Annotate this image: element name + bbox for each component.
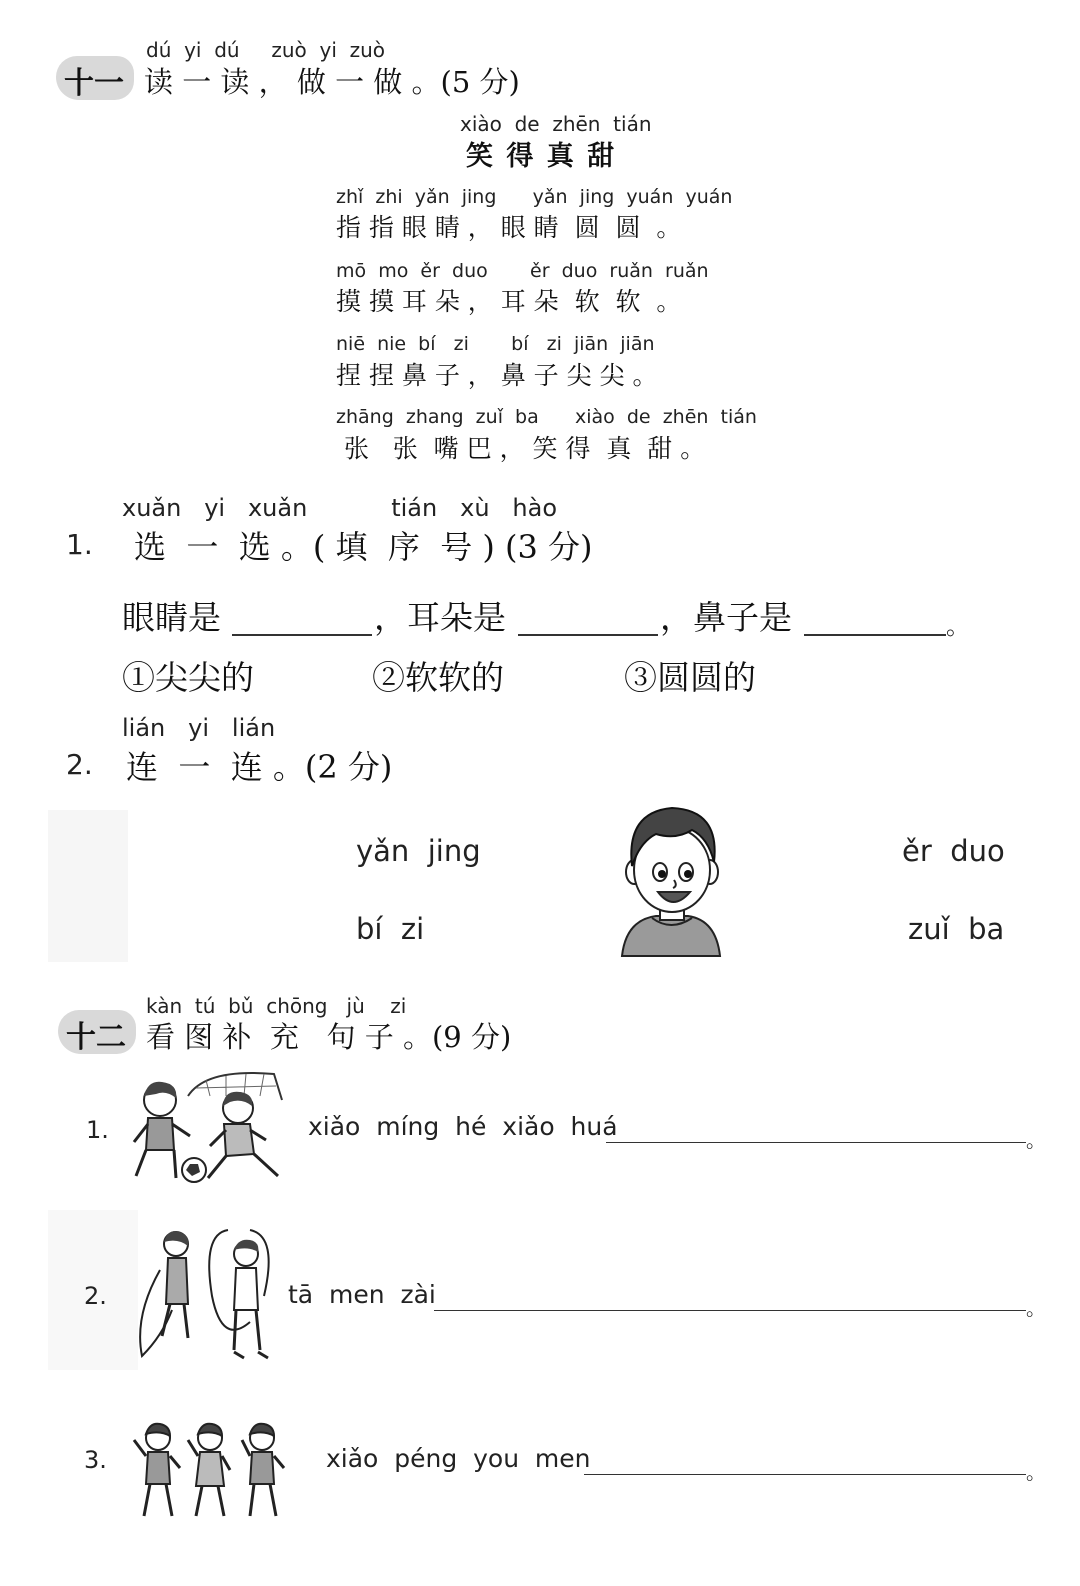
s12-item-2-answer-line[interactable] (434, 1310, 1026, 1311)
q1-pinyin: xuǎn yi xuǎn tián xù hào (122, 494, 558, 522)
section-11-title-pinyin: dú yi dú zuò yi zuò (146, 38, 385, 62)
poem-line-3: 捏 捏 鼻 子 ， 鼻 子 尖 尖 。 (336, 361, 658, 390)
poem-line-4-pinyin: zhāng zhang zuǐ ba xiào de zhēn tián (336, 406, 757, 428)
q1-title: 选 一 选 。( 填 序 号 ) (3 分) (134, 528, 593, 566)
s12-item-1-number: 1. (86, 1116, 109, 1144)
q2-faint-panel (48, 810, 128, 962)
s12-item-2-prompt: tā men zài (288, 1280, 436, 1309)
s12-item-3-answer-line[interactable] (584, 1474, 1026, 1475)
q2-word-ears[interactable]: ěr duo (902, 834, 1005, 868)
poem-line-4: 张 张 嘴 巴 ， 笑 得 真 甜 。 (336, 434, 706, 463)
q1-blank-nose[interactable] (804, 634, 946, 636)
poem-line-2-pinyin: mō mo ěr duo ěr duo ruǎn ruǎn (336, 260, 709, 282)
section-12-title-pinyin: kàn tú bǔ chōng jù zi (146, 994, 407, 1018)
q2-number: 2. (66, 748, 93, 781)
poem-line-1-pinyin: zhǐ zhi yǎn jing yǎn jing yuán yuán (336, 186, 733, 208)
poem-line-3-pinyin: niē nie bí zi bí zi jiān jiān (336, 333, 655, 355)
q2-word-nose[interactable]: bí zi (356, 912, 425, 946)
poem-line-2: 摸 摸 耳 朵 ， 耳 朵 软 软 。 (336, 287, 682, 316)
q2-title: 连 一 连 。(2 分) (126, 748, 393, 786)
section-12-number: 十二 (66, 1020, 126, 1055)
q1-sentence-part3: ，鼻子是 (660, 598, 792, 637)
kids-jump-rope-illustration (132, 1226, 282, 1366)
q1-blank-eyes[interactable] (232, 634, 372, 636)
q1-sentence-end: 。 (946, 612, 970, 640)
poem-title-pinyin: xiào de zhēn tián (460, 112, 652, 136)
q1-number: 1. (66, 528, 93, 561)
q2-word-eyes[interactable]: yǎn jing (356, 834, 481, 868)
s12-item-3-prompt: xiǎo péng you men (326, 1444, 591, 1473)
poem-line-1: 指 指 眼 睛 ， 眼 睛 圆 圆 。 (336, 213, 682, 242)
boys-soccer-illustration (126, 1066, 290, 1190)
s12-item-3-end: 。 (1026, 1460, 1046, 1484)
q2-pinyin: lián yi lián (122, 714, 276, 742)
s12-item-2-number: 2. (84, 1282, 107, 1310)
s12-item-3-number: 3. (84, 1446, 107, 1474)
s12-item-1-answer-line[interactable] (606, 1142, 1026, 1143)
s12-item-1-end: 。 (1026, 1128, 1046, 1152)
boy-face-illustration (616, 800, 726, 960)
q1-option-2: ②软软的 (372, 658, 504, 697)
s12-item-2-end: 。 (1026, 1296, 1046, 1320)
kids-exercising-illustration (130, 1420, 290, 1524)
section-11-number: 十一 (64, 66, 124, 101)
q2-word-mouth[interactable]: zuǐ ba (908, 912, 1005, 946)
q1-blank-ears[interactable] (518, 634, 658, 636)
section-12-title: 看 图 补 充 句 子 。(9 分) (146, 1020, 512, 1054)
q1-sentence-part2: ，耳朵是 (374, 598, 506, 637)
section-11-title: 读 一 读 ， 做 一 做 。(5 分) (144, 65, 520, 99)
poem-title: 笑 得 真 甜 (466, 141, 617, 172)
q1-option-3: ③圆圆的 (624, 658, 756, 697)
q1-sentence-part1: 眼睛是 (122, 598, 221, 637)
q1-option-1: ①尖尖的 (122, 658, 254, 697)
s12-item-1-prompt: xiǎo míng hé xiǎo huá (308, 1112, 618, 1141)
